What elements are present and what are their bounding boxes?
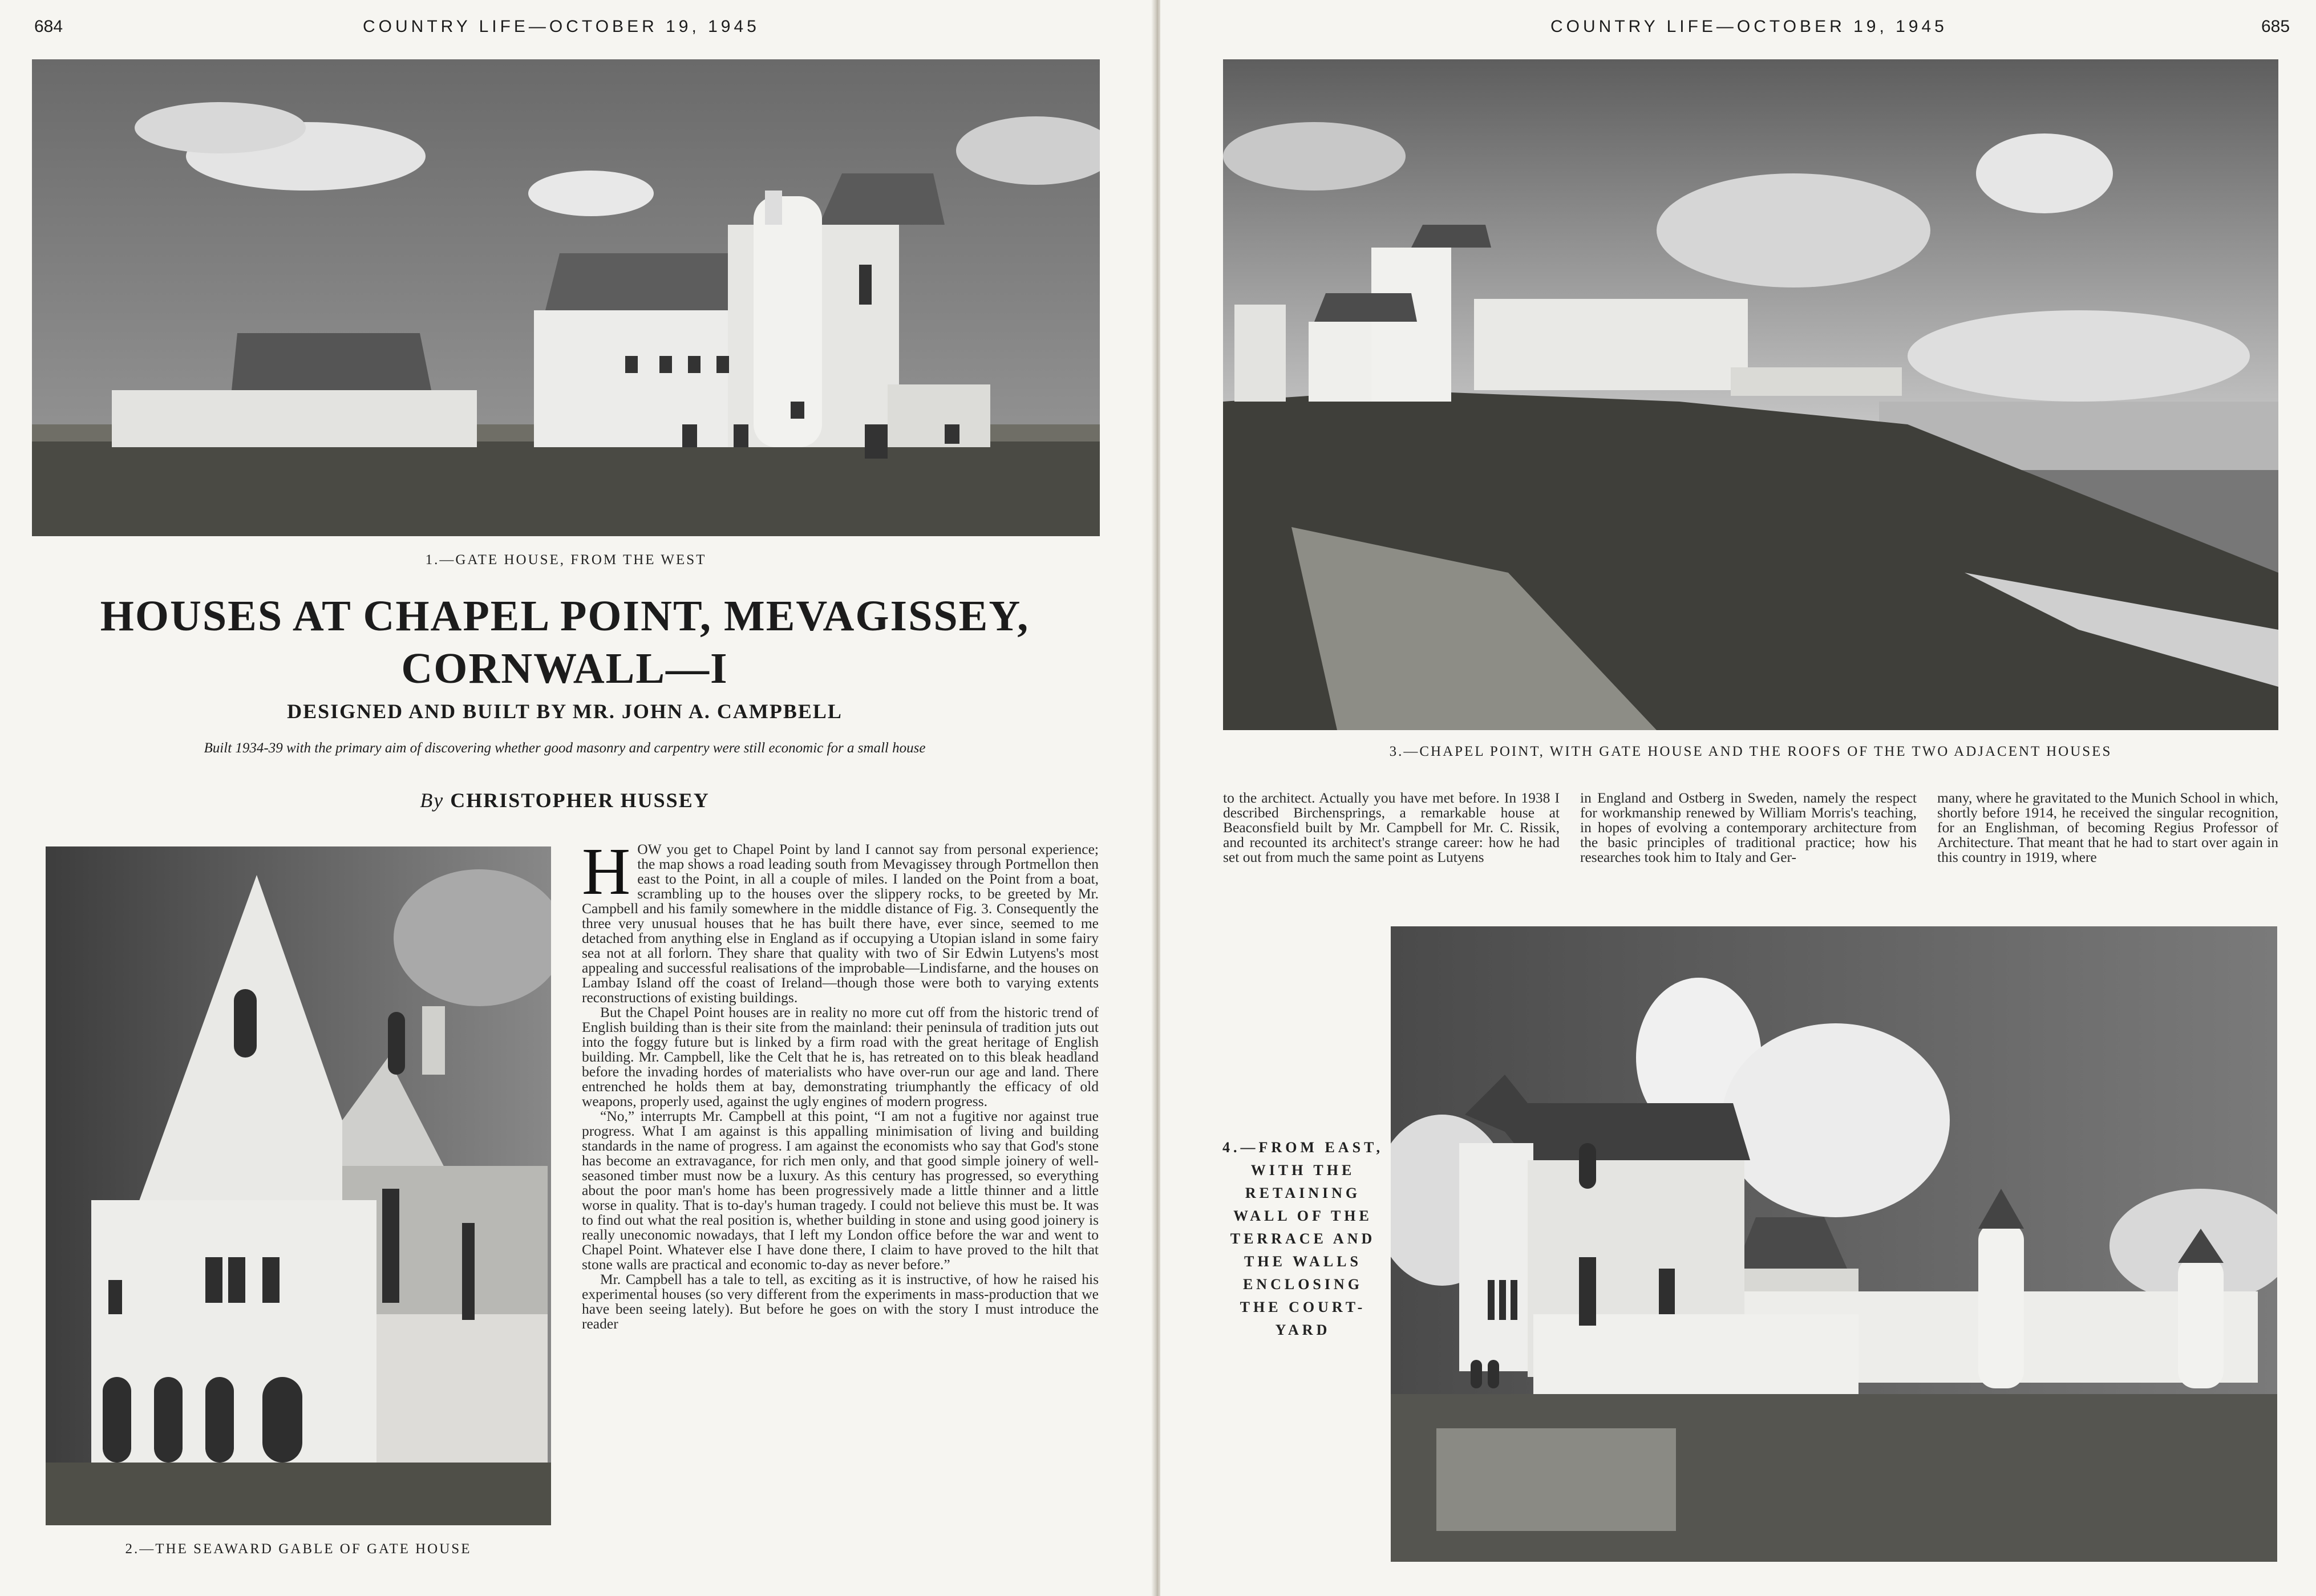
paragraph-1-text: OW you get to Chapel Point by land I cannot say from personal experience; the map shows a road leading south from Mevagissey through Portmellon then east to the Point, in all a couple of miles. I landed on the Point from a boat, scrambling up to the houses over the slippery rocks, to be greeted by Mr. Campbell and his family somewhere in the middle distance of Fig. 3. Consequently the three very unusual houses that he has built there have, ever since, seemed to me detached from anything else in England as if occupying a Utopian island in some fairy sea not at all forlorn. They share that quality with two of Sir Edwin Lutyens's most appealing and successful realisations of the improbable—Lindisfarne, and the houses on Lambay Island off the coast of Ireland—though those were both to varying extents reconstructions of existing buildings.: [582, 841, 1099, 1006]
fig3-caption: 3.—CHAPEL POINT, WITH GATE HOUSE AND THE ROOFS OF THE TWO ADJACENT HOUSES: [1389, 744, 2112, 759]
paragraph-3: “No,” interrupts Mr. Campbell at this point, “I am not a fugitive nor against true progress. What I am against is this appalling minimisation of living and building standards in the name of progress. I am against the economists who say that God's stone has become an extravagance, for rich men only, and that good simple joinery of well-seasoned timber must now be a luxury. As this century has progressed, so everything about the poor man's home has been progressively made a little thinner and a little worse in quality. That is to-day's human tragedy. I could not believe this must be. It was to find out what the real position is, whether building in stone and using good joinery is really uneconomic nowadays, that I left my London office before the war and went to Chapel Point. Whatever else I have done there, I claim to have proved to the hilt that stone walls are practical and economic to-day as never before.”: [582, 1108, 1099, 1273]
continued-text-col1: [1223, 791, 1560, 865]
continued-text-col2: [1580, 791, 1917, 865]
page-number-right: 685: [2261, 17, 2290, 36]
fig4-caption-line: RETAINING: [1245, 1185, 1361, 1201]
article-body-column: [582, 834, 1099, 1332]
article-intro: Built 1934-39 with the primary aim of discovering whether good masonry and carpentry were still economic for a small house: [204, 740, 926, 756]
col3-text: many, where he gravitated to the Munich School in which, shortly before 1914, he received the singular recognition, for an Englishman, of becoming Regius Professor of Architecture. That meant that he had to start over again in this country in 1919, where: [1937, 789, 2278, 865]
byline-prefix: By: [420, 789, 444, 812]
continued-text-col3: [1937, 791, 2278, 865]
photo-from-east: [1391, 926, 2277, 1562]
left-page: [0, 0, 1155, 1596]
fig4-caption-line: TERRACE AND: [1230, 1230, 1376, 1247]
running-head-right: COUNTRY LIFE—OCTOBER 19, 1945: [1550, 17, 1947, 36]
photo-chapel-point-cliffs: [1223, 59, 2278, 730]
dropcap: H: [582, 834, 631, 909]
fig2-caption: 2.—THE SEAWARD GABLE OF GATE HOUSE: [125, 1541, 472, 1557]
article-subtitle: DESIGNED AND BUILT BY MR. JOHN A. CAMPBELL: [287, 700, 843, 723]
fig4-caption: [1217, 1136, 1388, 1342]
paragraph-1: [582, 834, 1099, 1006]
photo-gate-house-west: [32, 59, 1100, 536]
col2-text: in England and Ostberg in Sweden, namely the respect for workmanship renewed by William Morris's teaching, in hopes of evolving a contemporary architecture from the basic principles of traditional practice; how his researches took him to Italy and Ger-: [1580, 789, 1917, 865]
fig4-caption-line: 4.—FROM EAST,: [1222, 1139, 1383, 1156]
fig4-caption-line: THE COURT-: [1240, 1299, 1366, 1315]
fig4-caption-line: YARD: [1275, 1322, 1331, 1338]
col1-text: to the architect. Actually you have met before. In 1938 I described Birchensprings, a remarkable house at Beaconsfield built by Mr. Campbell for Mr. C. Rissik, and recounted its architect's strange career: how he had set out from much the same point as Lutyens: [1223, 789, 1560, 865]
article-title-line2: CORNWALL—I: [401, 645, 728, 692]
article-title-line1: HOUSES AT CHAPEL POINT, MEVAGISSEY,: [100, 592, 1030, 640]
fig4-caption-line: WALL OF THE: [1233, 1208, 1372, 1224]
byline: [40, 788, 1090, 812]
fig1-caption: 1.—GATE HOUSE, FROM THE WEST: [425, 552, 707, 568]
running-head-left: COUNTRY LIFE—OCTOBER 19, 1945: [363, 17, 760, 36]
fig4-caption-line: ENCLOSING: [1242, 1276, 1363, 1293]
fig4-caption-line: WITH THE: [1250, 1162, 1355, 1178]
fig4-caption-line: THE WALLS: [1244, 1253, 1362, 1270]
right-page: [1160, 0, 2316, 1596]
byline-author: CHRISTOPHER HUSSEY: [450, 789, 710, 812]
paragraph-2: But the Chapel Point houses are in reality no more cut off from the historic trend of English building than is their site from the mainland: their peninsula of tradition juts out into the foggy future but is linked by a firm road with the great heritage of English building. Mr. Campbell, like the Celt that he is, has retreated on to this bleak headland before the invading hordes of materialists who have over-run our age and land. There entrenched he holds them at bay, demonstrating triumphantly the efficacy of old weapons, properly used, against the ugly engines of modern progress.: [582, 1004, 1099, 1109]
page-number-left: 684: [34, 17, 63, 36]
paragraph-4: Mr. Campbell has a tale to tell, as exciting as it is instructive, of how he raised his experimental houses (so very different from the experiments in mass-production that we have been seeing lately). But before he goes on with the story I must introduce the reader: [582, 1271, 1099, 1332]
photo-seaward-gable: [46, 846, 551, 1525]
